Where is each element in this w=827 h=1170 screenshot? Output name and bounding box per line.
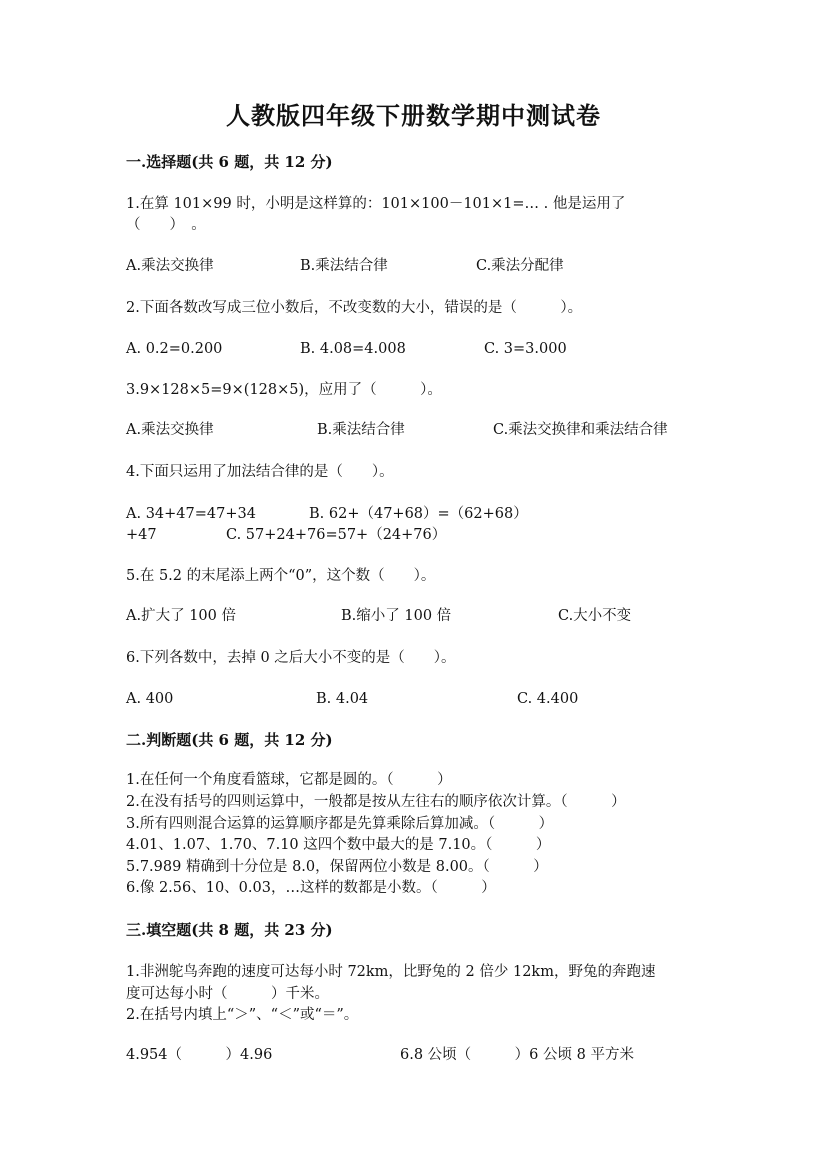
judgement-item-2: 2.在没有括号的四则运算中，一般都是按从左往右的顺序依次计算。（ ）	[126, 794, 626, 810]
question-5-option-a: A.扩大了 100 倍	[126, 608, 236, 624]
fill-question-2-text: 2.在括号内填上“＞”、“＜”或“＝”。	[126, 1007, 359, 1023]
question-4-option-b: B. 62+（47+68）=（62+68）	[309, 506, 528, 522]
section-heading-choice: 一.选择题(共 6 题，共 12 分)	[126, 153, 333, 171]
question-1-text: 1.在算 101×99 时，小明是这样算的：101×100－101×1=… . 他是运用了	[126, 196, 626, 212]
question-4-option-c: C. 57+24+76=57+（24+76）	[226, 527, 447, 543]
question-1-option-a: A.乘法交换律	[126, 258, 214, 274]
question-3-text: 3.9×128×5=9×(128×5)，应用了（ ）。	[126, 382, 442, 398]
question-3-option-b: B.乘法结合律	[317, 422, 405, 438]
question-5-option-b: B.缩小了 100 倍	[341, 608, 452, 624]
fill-question-1-text: 1.非洲鸵鸟奔跑的速度可达每小时 72km，比野兔的 2 倍少 12km，野兔的奔跑速	[126, 964, 656, 980]
judgement-item-5: 5.7.989 精确到十分位是 8.0，保留两位小数是 8.00。（ ）	[126, 859, 548, 875]
question-2-option-a: A. 0.2=0.200	[126, 341, 223, 357]
compare-item-2: 6.8 公顷（ ）6 公顷 8 平方米	[400, 1047, 634, 1063]
question-4-option-b-continued: +47	[126, 527, 157, 543]
question-2-option-c: C. 3=3.000	[484, 341, 567, 357]
question-1-text-continued: （ ） 。	[126, 217, 206, 233]
judgement-item-4: 4.01、1.07、1.70、7.10 这四个数中最大的是 7.10。（ ）	[126, 837, 551, 853]
section-heading-fill-in: 三.填空题(共 8 题，共 23 分)	[126, 921, 333, 939]
question-6-text: 6.下列各数中，去掉 0 之后大小不变的是（ ）。	[126, 650, 456, 666]
section-heading-judgement: 二.判断题(共 6 题，共 12 分)	[126, 731, 333, 749]
compare-item-1: 4.954（ ）4.96	[126, 1047, 273, 1063]
question-3-option-c: C.乘法交换律和乘法结合律	[493, 422, 668, 438]
question-3-option-a: A.乘法交换律	[126, 422, 214, 438]
question-4-text: 4.下面只运用了加法结合律的是（ ）。	[126, 464, 394, 480]
judgement-item-3: 3.所有四则混合运算的运算顺序都是先算乘除后算加减。（ ）	[126, 816, 554, 832]
question-2-text: 2.下面各数改写成三位小数后，不改变数的大小，错误的是（ ）。	[126, 300, 583, 316]
question-1-option-b: B.乘法结合律	[300, 258, 388, 274]
question-1-option-c: C.乘法分配律	[476, 258, 564, 274]
question-6-option-b: B. 4.04	[316, 691, 369, 707]
question-2-option-b: B. 4.08=4.008	[300, 341, 406, 357]
page-title: 人教版四年级下册数学期中测试卷	[226, 101, 601, 130]
question-6-option-a: A. 400	[126, 691, 174, 707]
fill-question-1-text-continued: 度可达每小时（ ）千米。	[126, 986, 329, 1002]
question-6-option-c: C. 4.400	[517, 691, 579, 707]
question-4-option-a: A. 34+47=47+34	[126, 506, 256, 522]
question-5-text: 5.在 5.2 的末尾添上两个“0”，这个数（ ）。	[126, 568, 436, 584]
judgement-item-6: 6.像 2.56、10、0.03，…这样的数都是小数。（ ）	[126, 880, 496, 896]
question-5-option-c: C.大小不变	[558, 608, 632, 624]
judgement-item-1: 1.在任何一个角度看篮球，它都是圆的。（ ）	[126, 772, 452, 788]
